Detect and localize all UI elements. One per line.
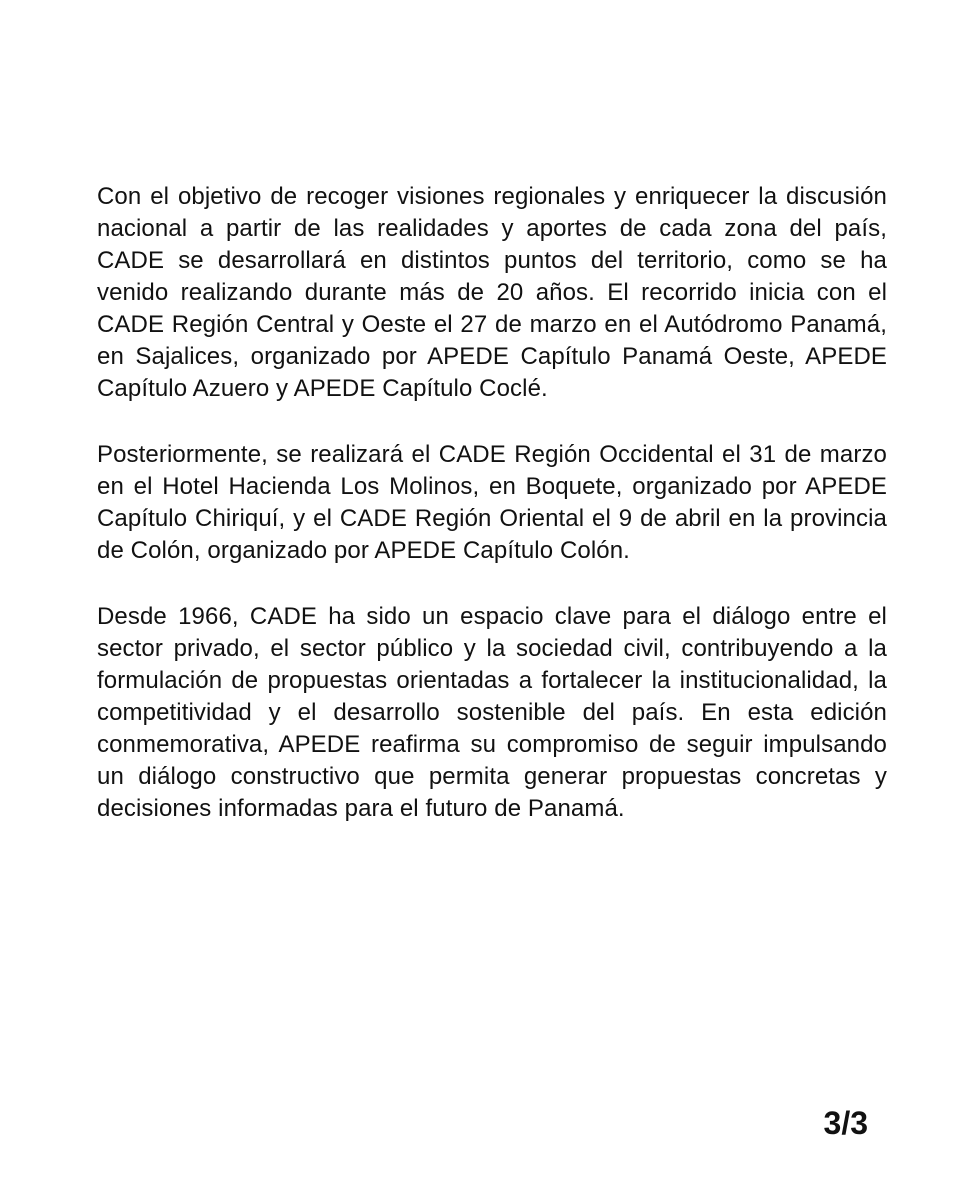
paragraph-cade-history: Desde 1966, CADE ha sido un espacio clave para el diálogo entre el sector privado, el sector público y la sociedad civil, contribuyendo a la formulación de propuestas orientadas a fortalecer la institucionalidad, la competitividad y el desarrollo sostenible del país. En esta edición conmemorativa, APEDE reafirma su compromiso de seguir impulsando un diálogo constructivo que permita generar propuestas concretas y decisiones informadas para el futuro de Panamá. — [97, 603, 887, 822]
paragraph-regional-tour: Con el objetivo de recoger visiones regionales y enriquecer la discusión nacional a partir de las realidades y aportes de cada zona del país, CADE se desarrollará en distintos puntos del territorio, como se ha venido realizando durante más de 20 años. El recorrido inicia con el CADE Región Central y Oeste el 27 de marzo en el Autódromo Panamá, en Sajalices, organizado por APEDE Capítulo Panamá Oeste, APEDE Capítulo Azuero y APEDE Capítulo Coclé. — [97, 183, 887, 402]
paragraph-later-events: Posteriormente, se realizará el CADE Región Occidental el 31 de marzo en el Hotel Hacienda Los Molinos, en Boquete, organizado por APEDE Capítulo Chiriquí, y el CADE Región Oriental el 9 de abril en la provincia de Colón, organizado por APEDE Capítulo Colón. — [97, 441, 887, 564]
document-body — [97, 181, 887, 825]
page-number: 3/3 — [823, 1105, 868, 1141]
